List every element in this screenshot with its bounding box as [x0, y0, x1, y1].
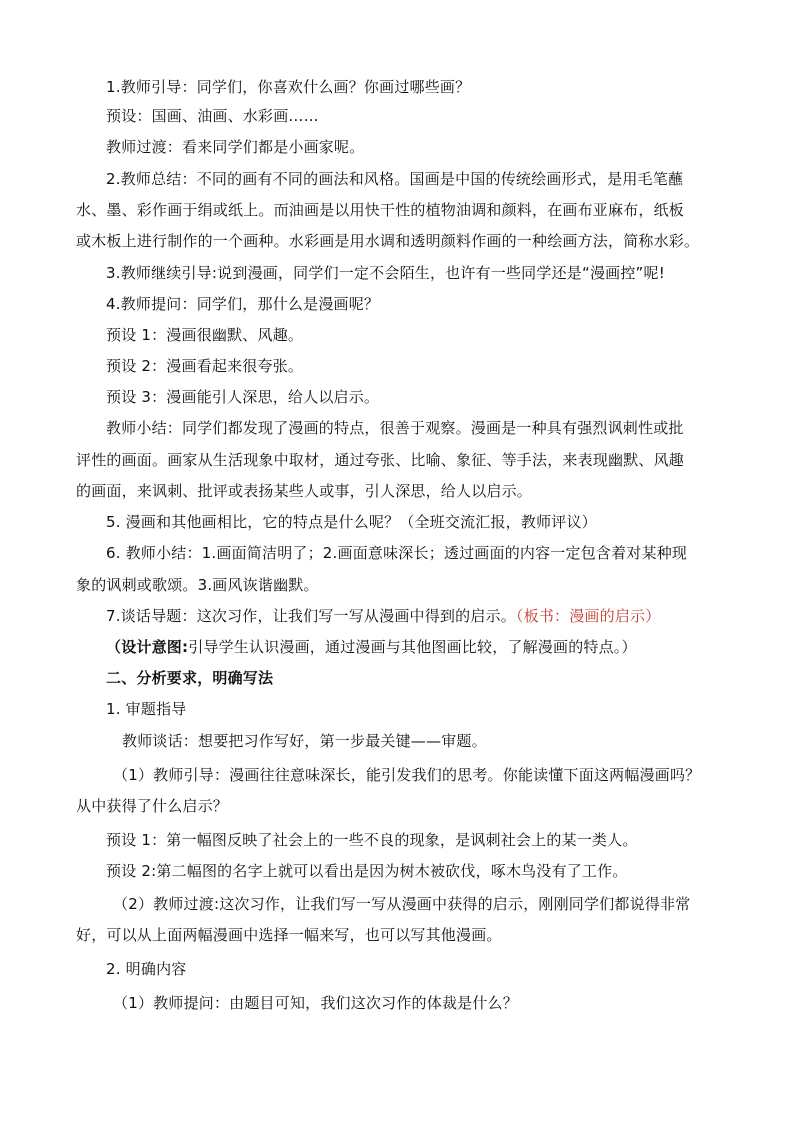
paragraph-text: 7.谈话导题：这次习作，让我们写一写从漫画中得到的启示。: [106, 607, 516, 625]
section-heading: 二、分析要求，明确写法: [106, 669, 274, 687]
paragraph: [106, 606, 660, 626]
design-intent-text: 引导学生认识漫画，通过漫画与其他图画比较，了解漫画的特点。）: [188, 638, 637, 656]
paragraph: 的画面，来讽刺、批评或表扬某些人或事，引人深思，给人以启示。: [76, 482, 533, 500]
paragraph: 3.教师继续引导:说到漫画，同学们一定不会陌生，也许有一些同学还是“漫画控”呢!: [106, 264, 665, 282]
paragraph: 预设 1：漫画很幽默、风趣。: [106, 326, 304, 344]
paragraph: 教师过渡：看来同学们都是小画家呢。: [106, 138, 365, 156]
paragraph: 教师小结：同学们都发现了漫画的特点，很善于观察。漫画是一种具有强烈讽刺性或批: [106, 419, 684, 437]
paragraph: 预设 2:第二幅图的名字上就可以看出是因为树木被砍伐，啄木鸟没有了工作。: [106, 862, 628, 880]
paragraph: （1）教师引导：漫画往往意味深长，能引发我们的思考。你能读懂下面这两幅漫画吗？: [113, 766, 701, 784]
paragraph: 5. 漫画和其他画相比，它的特点是什么呢？（全班交流汇报，教师评议）: [106, 513, 597, 531]
paragraph: 4.教师提问：同学们，那什么是漫画呢？: [106, 295, 380, 313]
paragraph: 预设 1：第一幅图反映了社会上的一些不良的现象，是讽刺社会上的某一类人。: [106, 831, 638, 849]
paragraph: 1.教师引导：同学们，你喜欢什么画？你画过哪些画？: [106, 78, 471, 96]
subsection-heading: 1. 审题指导: [106, 700, 187, 718]
paragraph: 预设 3：漫画能引人深思，给人以启示。: [106, 388, 380, 406]
blackboard-note: （板书：漫画的启示）: [515, 607, 661, 625]
paragraph: 6. 教师小结：1.画面简洁明了；2.画面意味深长；透过画面的内容一定包含着对某种现: [106, 544, 688, 562]
paragraph: 2.教师总结：不同的画有不同的画法和风格。国画是中国的传统绘画形式，是用毛笔蘸: [106, 170, 684, 188]
paragraph: 象的讽刺或歌颂。3.画风诙谐幽默。: [76, 576, 319, 594]
paragraph: 水、墨、彩作画于绢或纸上。而油画是以用快干性的植物油调和颜料，在画布亚麻布，纸板: [76, 201, 685, 219]
design-intent: [106, 637, 637, 657]
subsection-heading: 2. 明确内容: [106, 960, 187, 978]
paragraph: 从中获得了什么启示？: [76, 797, 229, 815]
paragraph: 教师谈话：想要把习作写好，第一步最关键——审题。: [122, 732, 487, 750]
paragraph: （2）教师过渡:这次习作，让我们写一写从漫画中获得的启示，刚刚同学们都说得非常: [113, 895, 691, 913]
design-intent-label: （设计意图:: [106, 638, 189, 656]
paragraph: 好，可以从上面两幅漫画中选择一幅来写，也可以写其他漫画。: [76, 926, 502, 944]
paragraph: （1）教师提问：由题目可知，我们这次习作的体裁是什么？: [113, 994, 518, 1012]
paragraph: 预设 2：漫画看起来很夸张。: [106, 357, 304, 375]
paragraph: 评性的画面。画家从生活现象中取材，通过夸张、比喻、象征、等手法，来表现幽默、风趣: [76, 451, 685, 469]
paragraph: 预设：国画、油画、水彩画……: [106, 107, 319, 125]
paragraph: 或木板上进行制作的一个画种。水彩画是用水调和透明颜料作画的一种绘画方法，简称水彩。: [76, 232, 700, 250]
